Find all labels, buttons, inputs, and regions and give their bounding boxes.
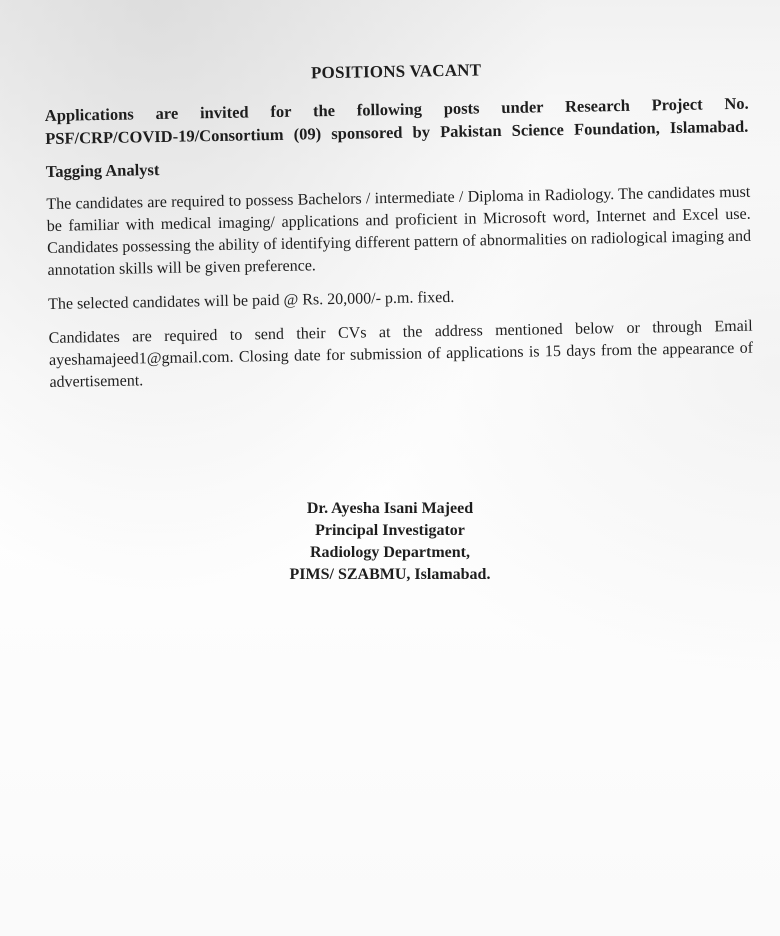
contact-department: Radiology Department,: [310, 544, 470, 561]
contact-designation: Principal Investigator: [315, 522, 465, 539]
position-heading: Tagging Analyst: [45, 160, 160, 181]
salary-paragraph: The selected candidates will be paid @ Rs. 20,000/- p.m. fixed.: [47, 288, 455, 313]
contact-institution: PIMS/ SZABMU, Islamabad.: [289, 566, 491, 583]
contact-name: Dr. Ayesha Isani Majeed: [306, 500, 474, 517]
application-paragraph: Candidates are required to send their CVs at the address mentioned below or through Email ayeshamajeed1@gmail.com. Closing date for submission of applications is 15 days from the appearance of advertisement.: [48, 317, 754, 391]
requirements-paragraph: The candidates are required to possess Bachelors / intermediate / Diploma in Radiology. The candidates must be familiar with medical imaging/ applications and proficient in Microsoft word, Internet and Excel use. Candidates possessing the ability of identifying different pattern of abnormalities on radiological imaging and annotation skills will be given preference.: [46, 183, 752, 279]
contact-block: [0, 498, 780, 586]
document-body: [44, 56, 754, 406]
page-title: POSITIONS VACANT: [310, 60, 482, 83]
intro-paragraph: Applications are invited for the following posts under Research Project No. PSF/CRP/COVID-19/Consortium (09) sponsored by Pakistan Science Foundation, Islamabad.: [44, 93, 749, 148]
